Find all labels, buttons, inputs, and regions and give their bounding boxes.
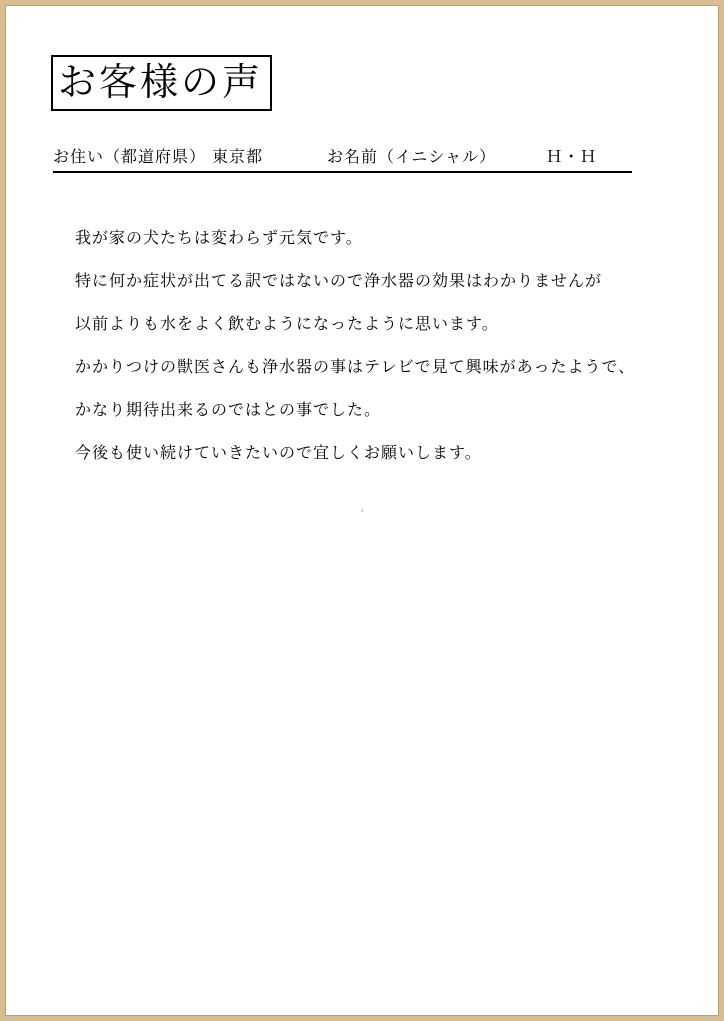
feedback-line: かなり期待出来るのではとの事でした。 xyxy=(75,402,382,419)
feedback-line: 我が家の犬たちは変わらず元気です。 xyxy=(75,230,363,247)
feedback-line: 今後も使い続けていきたいので宜しくお願いします。 xyxy=(75,445,482,462)
title-box xyxy=(51,55,272,111)
page-title: お客様の声 xyxy=(58,62,264,104)
feedback-line: かかりつけの獣医さんも浄水器の事はテレビで見て興味があったようで、 xyxy=(75,359,636,376)
feedback-line: 以前よりも水をよく飲むようになったように思います。 xyxy=(75,316,499,333)
respondent-info-line xyxy=(53,144,632,173)
feedback-body xyxy=(75,217,635,475)
name-label: お名前（イニシャル） xyxy=(327,149,497,166)
residence-label: お住い（都道府県） xyxy=(53,149,207,166)
residence-value: 東京都 xyxy=(212,149,264,166)
name-value: Ｈ・Ｈ xyxy=(546,149,598,166)
feedback-line: 特に何か症状が出てる訳ではないので浄水器の効果はわかりませんが xyxy=(75,273,603,290)
